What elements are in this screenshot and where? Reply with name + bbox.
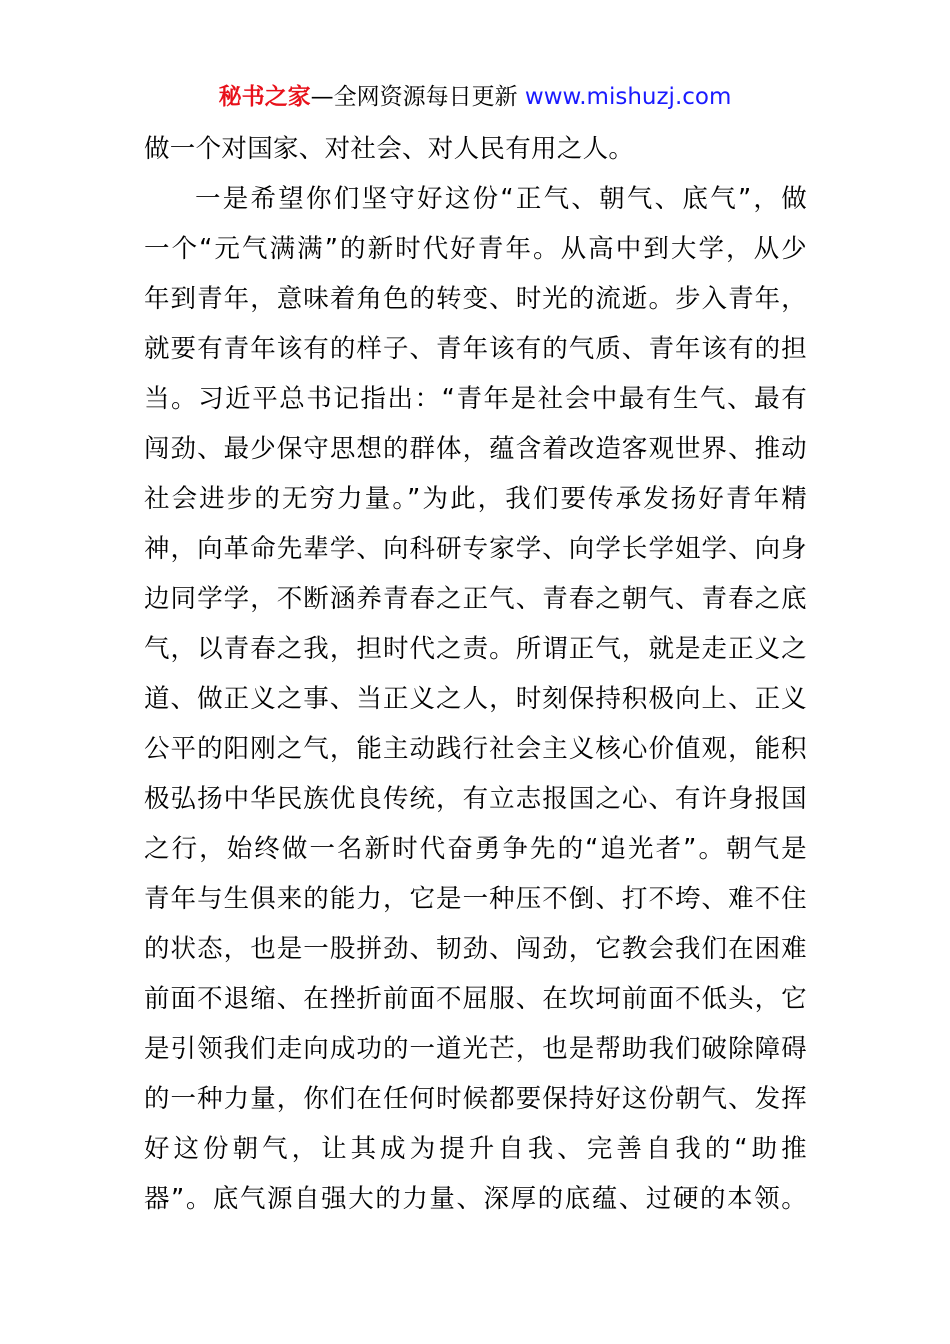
text-line: 前面不退缩、在挫折前面不屈服、在坎坷前面不低头，它 bbox=[144, 984, 807, 1014]
header-tagline: —全网资源每日更新 bbox=[310, 84, 518, 110]
text-line: 的状态，也是一股拼劲、韧劲、闯劲，它教会我们在困难 bbox=[144, 934, 807, 964]
brand-name: 秘书之家 bbox=[218, 84, 311, 110]
text-line: 之行，始终做一名新时代奋勇争先的“追光者”。朝气是 bbox=[144, 834, 807, 864]
site-url-link[interactable]: www.mishuzj.com bbox=[524, 84, 732, 110]
text-line: 极弘扬中华民族优良传统，有立志报国之心、有许身报国 bbox=[144, 784, 807, 814]
site-header bbox=[0, 80, 950, 114]
paragraph-start-line: 一是希望你们坚守好这份“正气、朝气、底气”，做 bbox=[195, 184, 807, 214]
text-line: 青年与生俱来的能力，它是一种压不倒、打不垮、难不住 bbox=[144, 884, 807, 914]
text-line: 社会进步的无穷力量。”为此，我们要传承发扬好青年精 bbox=[144, 484, 807, 514]
text-line: 器”。底气源自强大的力量、深厚的底蕴、过硬的本领。 bbox=[144, 1184, 807, 1214]
text-line: 气，以青春之我，担时代之责。所谓正气，就是走正义之 bbox=[144, 634, 807, 664]
text-line: 好这份朝气，让其成为提升自我、完善自我的“助推 bbox=[144, 1134, 807, 1164]
text-line: 年到青年，意味着角色的转变、时光的流逝。步入青年， bbox=[144, 284, 807, 314]
text-line: 当。习近平总书记指出：“青年是社会中最有生气、最有 bbox=[144, 384, 807, 414]
text-line: 神，向革命先辈学、向科研专家学、向学长学姐学、向身 bbox=[144, 534, 807, 564]
text-line: 闯劲、最少保守思想的群体，蕴含着改造客观世界、推动 bbox=[144, 434, 807, 464]
text-line: 道、做正义之事、当正义之人，时刻保持积极向上、正义 bbox=[144, 684, 807, 714]
text-line: 公平的阳刚之气，能主动践行社会主义核心价值观，能积 bbox=[144, 734, 807, 764]
document-body bbox=[144, 124, 807, 1224]
text-line: 就要有青年该有的样子、青年该有的气质、青年该有的担 bbox=[144, 334, 807, 364]
text-line: 边同学学，不断涵养青春之正气、青春之朝气、青春之底 bbox=[144, 584, 807, 614]
text-line: 的一种力量，你们在任何时候都要保持好这份朝气、发挥 bbox=[144, 1084, 807, 1114]
text-line: 一个“元气满满”的新时代好青年。从高中到大学，从少 bbox=[144, 234, 807, 264]
text-line: 是引领我们走向成功的一道光芒，也是帮助我们破除障碍 bbox=[144, 1034, 807, 1064]
text-line: 做一个对国家、对社会、对人民有用之人。 bbox=[144, 134, 635, 164]
